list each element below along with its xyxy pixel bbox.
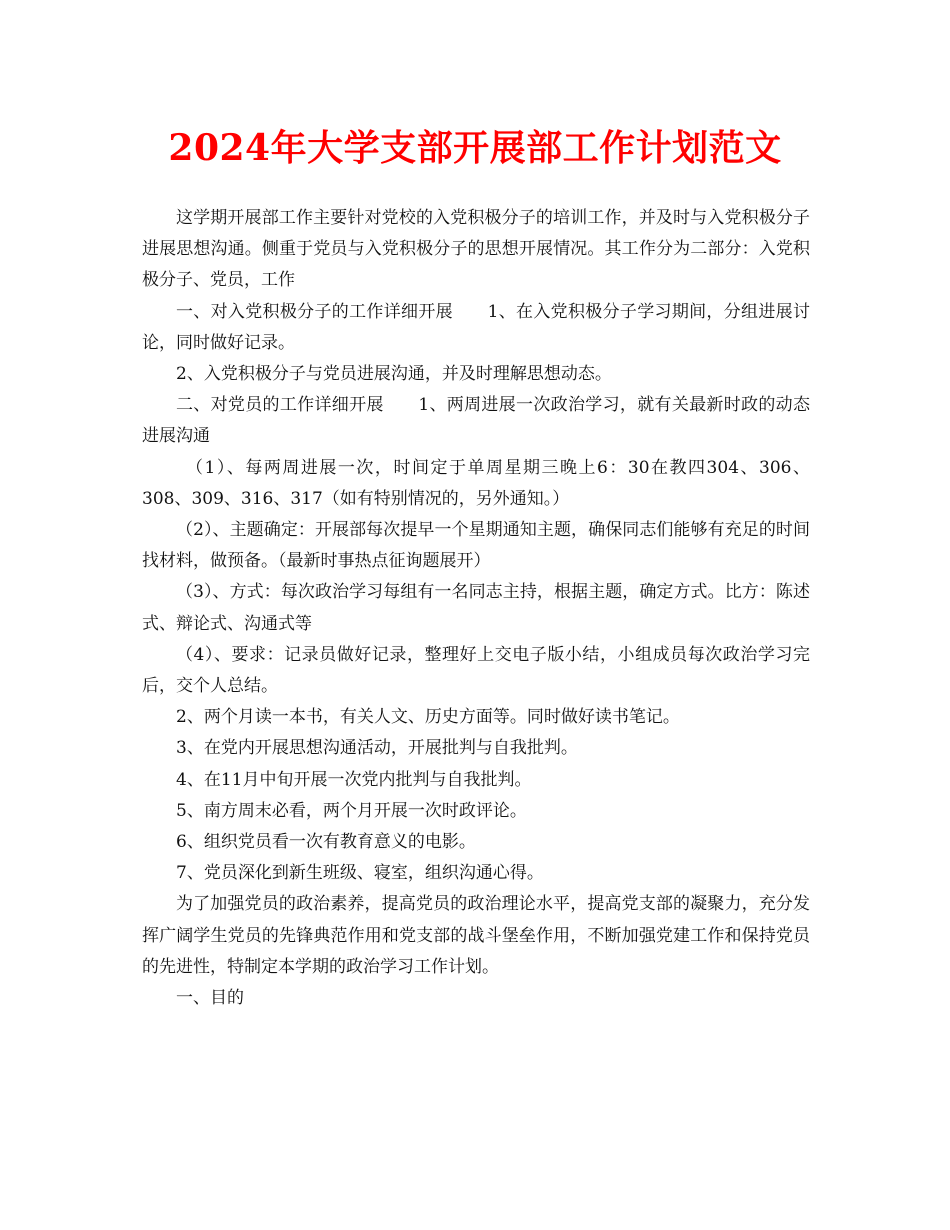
sub-item-4-paragraph: （4）、要求：记录员做好记录，整理好上交电子版小结，小组成员每次政治学习完后，交个人总结。 — [142, 644, 810, 697]
plan-purpose-paragraph: 为了加强党员的政治素养，提高党员的政治理论水平，提高党支部的凝聚力，充分发挥广阔学生党员的先锋典范作用和党支部的战斗堡垒作用，不断加强党建工作和保持党员的先进性，特制定本学期的政治学习工作计划。 — [142, 894, 810, 977]
item-movie-paragraph: 6、组织党员看一次有教育意义的电影。 — [176, 832, 476, 853]
item-dorm-paragraph: 7、党员深化到新生班级、寝室，组织沟通心得。 — [176, 863, 544, 884]
section-purpose-heading: 一、目的 — [176, 988, 244, 1009]
sub-item-3-paragraph: （3）、方式：每次政治学习每组有一名同志主持，根据主题，确定方式。比方：陈述式、辩论式、沟通式等 — [142, 582, 810, 634]
item-reading-paragraph: 2、两个月读一本书，有关人文、历史方面等。同时做好读书笔记。 — [176, 707, 680, 728]
item-2-paragraph: 2、入党积极分子与党员进展沟通，并及时理解思想动态。 — [176, 364, 612, 385]
section-1-paragraph: 一、对入党积极分子的工作详细开展 1、在入党积极分子学习期间，分组进展讨论，同时做好记录。 — [142, 301, 810, 353]
document-body — [142, 203, 810, 1014]
sub-item-1-paragraph: （1）、每两周进展一次，时间定于单周星期三晚上6：30在教四304、306、308、309、316、317（如有特别情况的，另外通知。） — [142, 457, 810, 509]
item-newspaper-paragraph: 5、南方周末必看，两个月开展一次时政评论。 — [176, 800, 527, 821]
item-communication-paragraph: 3、在党内开展思想沟通活动，开展批判与自我批判。 — [176, 738, 578, 759]
document-title: 2024年大学支部开展部工作计划范文 — [168, 127, 782, 169]
intro-paragraph: 这学期开展部工作主要针对党校的入党积极分子的培训工作，并及时与入党积极分子进展思想沟通。侧重于党员与入党积极分子的思想开展情况。其工作分为二部分：入党积极分子、党员，工作 — [142, 208, 810, 291]
sub-item-2-paragraph: （2）、主题确定：开展部每次提早一个星期通知主题，确保同志们能够有充足的时间找材料，做预备。（最新时事热点征询题展开） — [142, 520, 810, 572]
item-november-paragraph: 4、在11月中旬开展一次党内批判与自我批判。 — [176, 769, 532, 790]
section-2-paragraph: 二、对党员的工作详细开展 1、两周进展一次政治学习，就有关最新时政的动态进展沟通 — [142, 395, 810, 447]
